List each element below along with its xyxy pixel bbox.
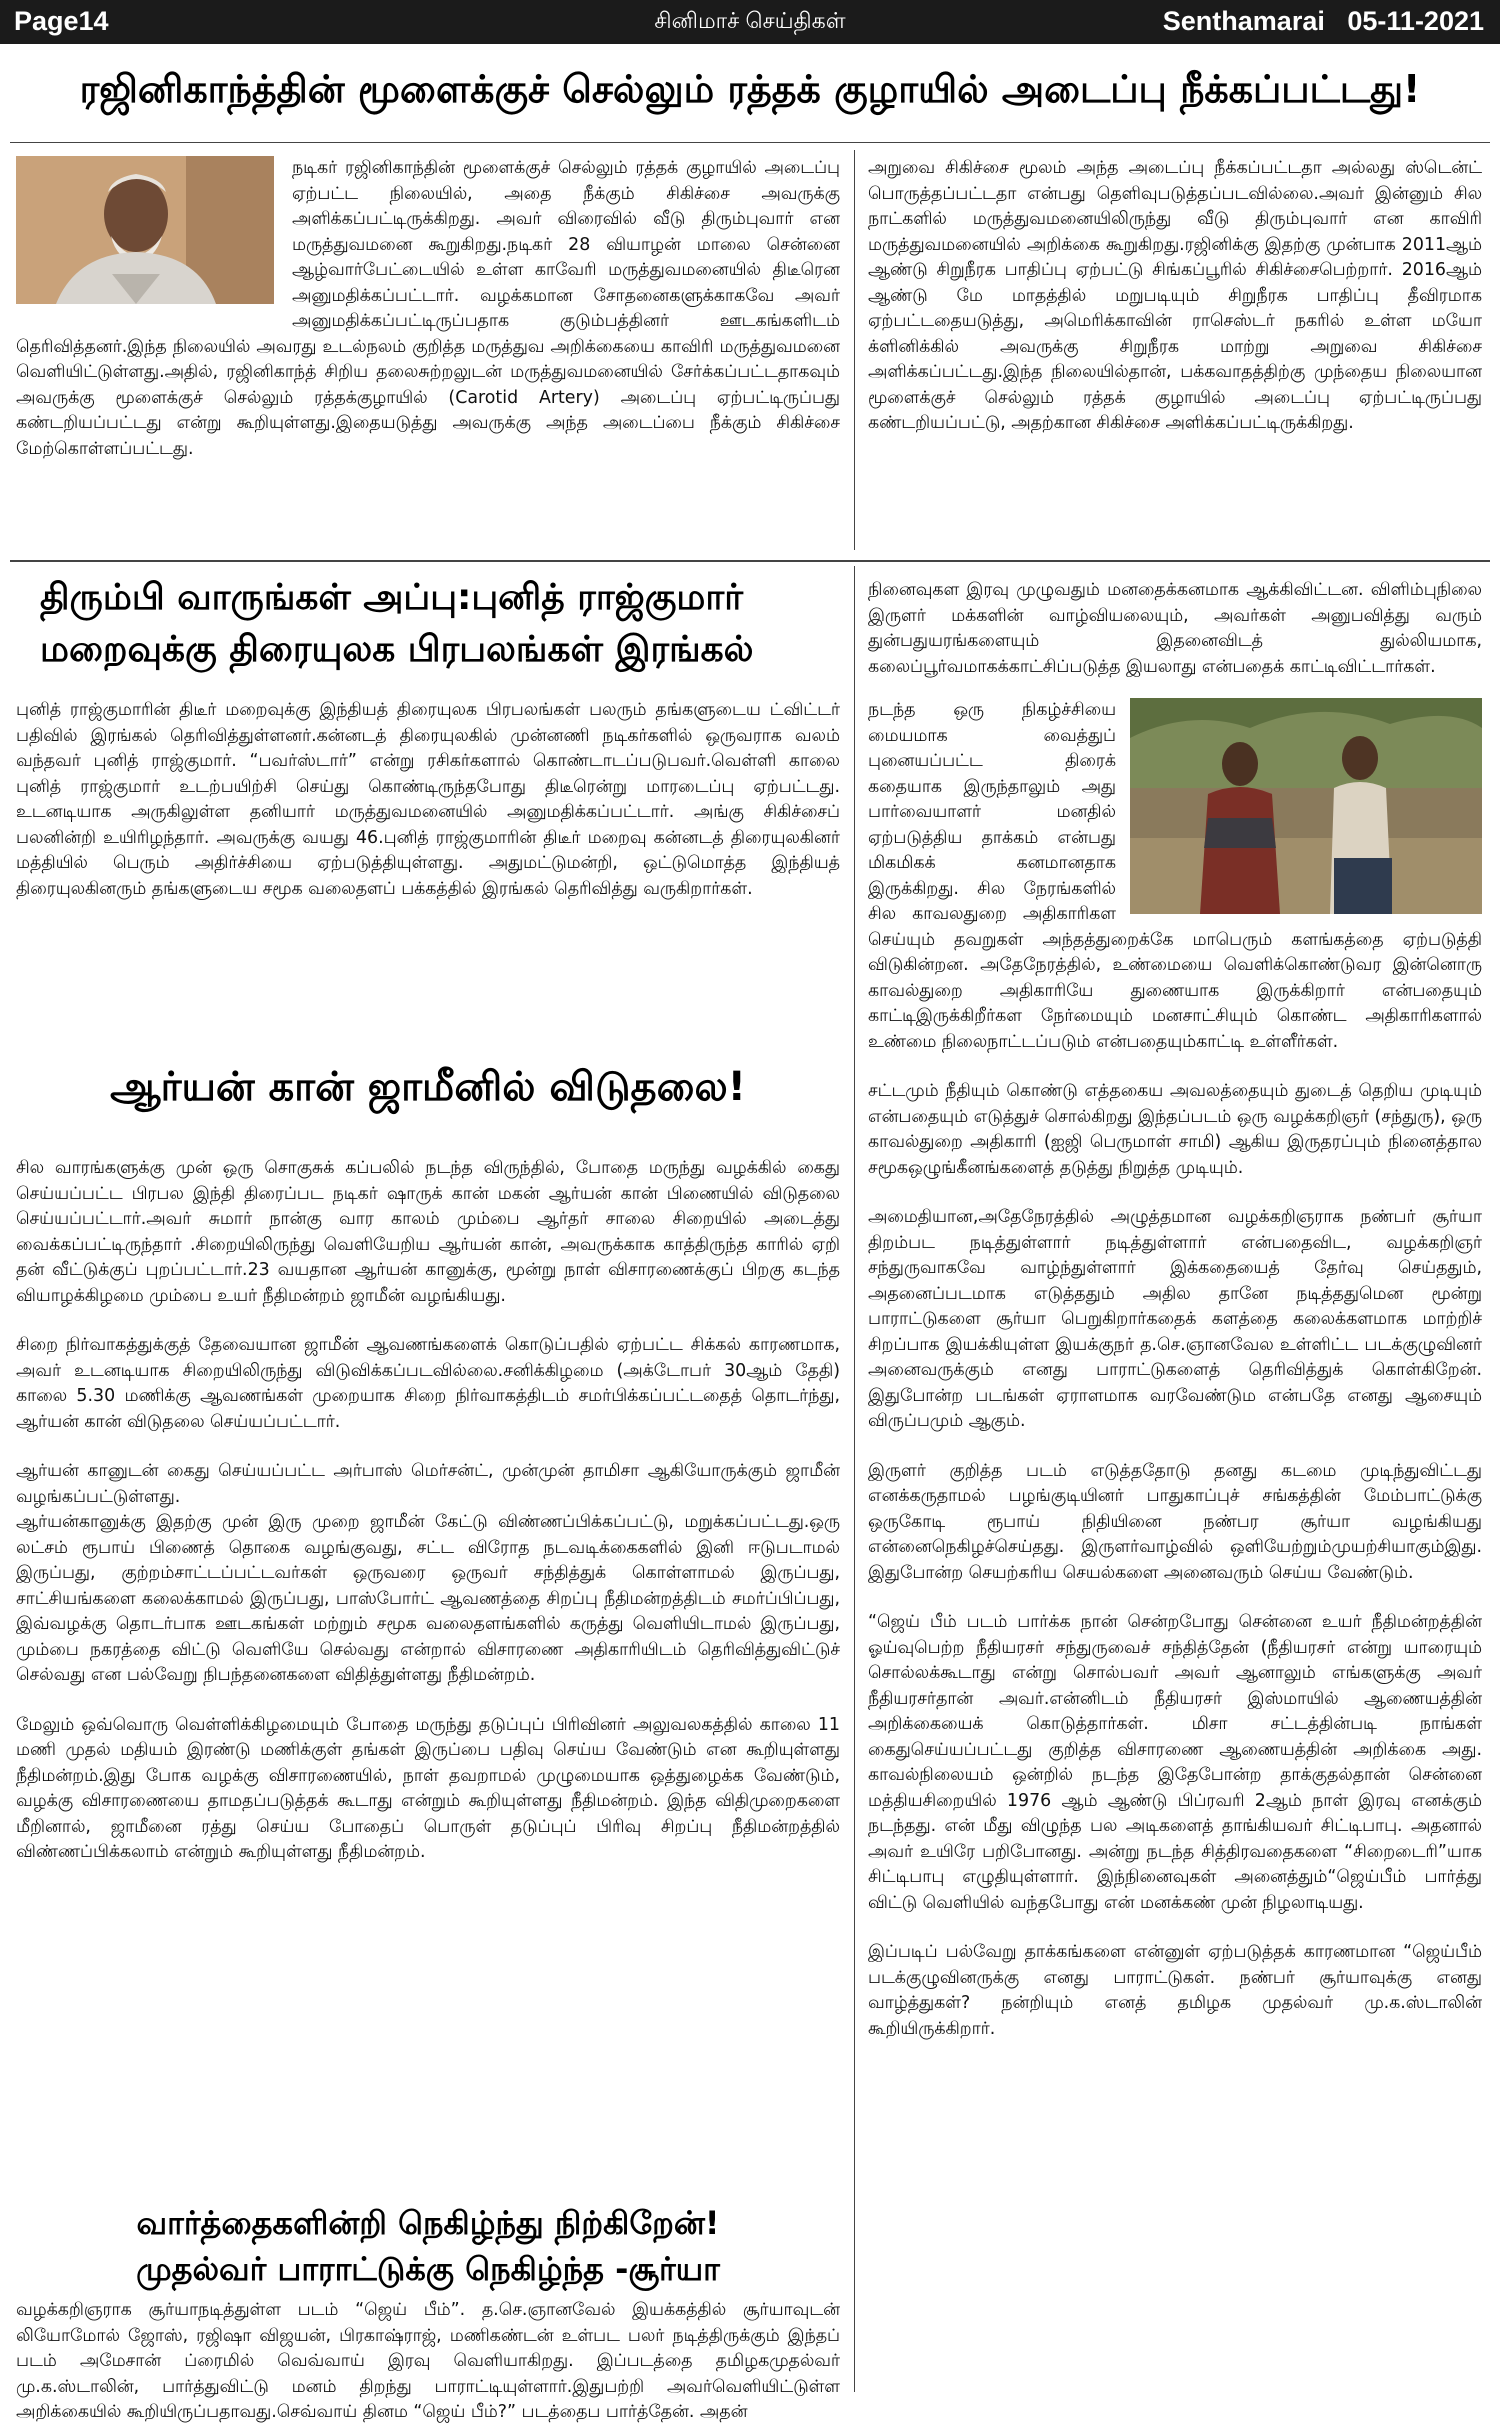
film-still-illustration bbox=[1130, 698, 1482, 914]
article3-headline: ஆர்யன் கான் ஜாமீனில் விடுதலை! bbox=[110, 1064, 746, 1110]
rajinikanth-photo bbox=[16, 156, 274, 304]
article4-right-column bbox=[868, 578, 1482, 2042]
article4-paragraph: சட்டமும் நீதியும் கொண்டு எத்தகைய அவலத்தையும் துடைத் தெறிய முடியும் என்பதையும் எடுத்துச் சொல்கிறது இந்தப்படம் ஒரு வழக்கறிஞர் (சந்துரு), ஒரு காவல்துறை அதிகாரி (ஐஜி பெருமாள் சாமி) ஆகிய இருதரப்பும் நினைத்தால சமூகஒழுங்கீனங்களைத் தடுத்து நிறுத்த முடியும். bbox=[868, 1081, 1482, 1178]
article1-paragraph: நடிகர் ரஜினிகாந்தின் மூளைக்குச் செல்லும் ரத்தக் குழாயில் அடைப்பு ஏற்பட்ட நிலையில், அதை நீக்கும் சிகிச்சை அவருக்கு அளிக்கப்பட்டிருக்கிறது. அவர் விரைவில் வீடு திரும்புவார் என மருத்துவமனை கூறுகிறது.நடிகர் 28 வியாழன் மாலை சென்னை ஆழ்வார்பேட்டையில் உள்ள காவேரி மருத்துவமனையில் திடீரென அனுமதிக்கப்பட்டார். வழக்கமான சோதனைகளுக்காகவே அவர் அனுமதிக்கப்பட்டிருப்பதாக குடும்பத்தினர் ஊடகங்களிடம் தெரிவித்தனர்.இந்த நிலையில் அவரது உடல்நலம் குறித்த மருத்துவ அறிக்கையை காவிரி மருத்துவமனை வெளியிட்டுள்ளது.அதில், ரஜினிகாந்த் சிறிய தலைசுற்றலுடன் மருத்துவமனையில் சேர்க்கப்பட்டதாகவும் அவருக்கு மூளைக்குச் செல்லும் ரத்தக்குழாயில் (Carotid Artery) அடைப்பு ஏற்பட்டிருப்பது கண்டறியப்பட்டது என்று கூறியுள்ளது.இதையடுத்து அவருக்கு அந்த அடைப்பை நீக்கும் சிகிச்சை மேற்கொள்ளப்பட்டது. bbox=[16, 158, 840, 459]
article2-headline bbox=[40, 572, 840, 676]
article2-paragraph: புனித் ராஜ்குமாரின் திடீர் மறைவுக்கு இந்தியத் திரையுலக பிரபலங்கள் பலரும் தங்களுடைய ட்விட்டர் பதிவில் இரங்கல் தெரிவித்துள்ளனர்.கன்னடத் திரையுலகில் முன்னணி நடிகர்களில் ஒருவராக வலம் வந்தவர் புனித் ராஜ்குமார். “பவர்ஸ்டார்” என்று ரசிகர்களால் கொண்டாடப்படுபவர்.வெள்ளி காலை புனித் ராஜ்குமார் உடற்பயிற்சி செய்து கொண்டிருந்தபோது திடீரென்று மாரடைப்பு ஏற்பட்டது. உடனடியாக அருகிலுள்ள தனியார் மருத்துவமனையில் அனுமதிக்கப்பட்டார். அங்கு சிகிச்சைப் பலனின்றி உயிரிழந்தார். அவருக்கு வயது 46.புனித் ராஜ்குமாரின் திடீர் மறைவு கன்னடத் திரையுலகினர் மத்தியில் பெரும் அதிர்ச்சியை ஏற்படுத்தியுள்ளது. அதுமட்டுமன்றி, ஒட்டுமொத்த இந்தியத் திரையுலகினரும் தங்களுடைய சமூக வலைதளப் பக்கத்தில் இரங்கல் தெரிவித்து வருகிறார்கள். bbox=[16, 700, 840, 899]
section-title: சினிமாச் செய்திகள் bbox=[654, 8, 846, 33]
publication-name: Senthamarai bbox=[1162, 6, 1325, 36]
article4-paragraph: “ஜெய் பீம் படம் பார்க்க நான் சென்றபோது சென்னை உயர் நீதிமன்றத்தின் ஓய்வுபெற்ற நீதியரசர் சந்துருவைச் சந்தித்தேன் (நீதியரசர் என்று யாரையும் சொல்லக்கூடாது என்று சொல்பவர் அவர் ஆனாலும் எங்களுக்கு அவர் நீதியரசர்தான் அவர்.என்னிடம் நீதியரசர் இஸ்மாயில் ஆணையத்தின் அறிக்கையைக் கொடுத்தார்கள். மிசா சட்டத்தின்படி நாங்கள் கைதுசெய்யப்பட்டது குறித்த விசாரணை ஆணையத்தின் அறிக்கை அது. காவல்நிலையம் ஒன்றில் நடந்த இதேபோன்ற தாக்குதல்தான் சென்னை மத்தியசிறையில் 1976 ஆம் ஆண்டு பிப்ரவரி 2ஆம் நாள் இரவு எனக்கும் நடந்தது. என் மீது விழுந்த பல அடிகளைத் தாங்கியவர் சிட்டிபாபு. அதனால் அவர் உயிரே பறிபோனது. அன்று நடந்த சித்திரவதைகளை “சிறைடைரி”யாக சிட்டிபாபு எழுதியுள்ளார். இந்நினைவுகள் அனைத்தும்“ஜெய்பீம் பார்த்து விட்டு வெளியில் வந்தபோது என் மனக்கண் முன் நிழலாடியது. bbox=[868, 1612, 1482, 1913]
article4-headline bbox=[16, 2200, 840, 2292]
article4-paragraph: இருளர் குறித்த படம் எடுத்ததோடு தனது கடமை முடிந்துவிட்டது எனக்கருதாமல் பழங்குடியினர் பாதுகாப்புச் சங்கத்தின் மேம்பாட்டுக்கு ஒருகோடி ரூபாய் நிதியினை நண்பர சூர்யா வழங்கியது என்னைநெகிழச்செய்தது. இருளர்வாழ்வில் ஒளியேற்றும்முயற்சியாகும்இது. இதுபோன்ற செயற்கரிய செயல்களை அனைவரும் செய்ய வேண்டும். bbox=[868, 1460, 1482, 1583]
article2-headline-line1: திரும்பி வாருங்கள் அப்பு:புனித் ராஜ்குமார் bbox=[40, 577, 744, 618]
article1-paragraph: அறுவை சிகிச்சை மூலம் அந்த அடைப்பு நீக்கப்பட்டதா அல்லது ஸ்டென்ட் பொருத்தப்பட்டதா என்பது தெளிவுபடுத்தப்படவில்லை.அவர் இன்னும் சில நாட்களில் மருத்துவமனையிலிருந்து வீடு திரும்புவார் என காவிரி மருத்துவமனையில் அறிக்கை கூறுகிறது.ரஜினிக்கு இதற்கு முன்பாக 2011ஆம் ஆண்டு சிறுநீரக பாதிப்பு ஏற்பட்டு சிங்கப்பூரில் சிகிச்சைபெற்றார். 2016ஆம் ஆண்டு மே மாதத்தில் மறுபடியும் சிறுநீரக பாதிப்பு தீவிரமாக ஏற்பட்டதையடுத்து, அமெரிக்காவின் ராசெஸ்டர் நகரில் உள்ள மயோ க்ளினிக்கில் அவருக்கு சிறுநீரக மாற்று அறுவை சிகிச்சை அளிக்கப்பட்டது.இந்த நிலையில்தான், பக்கவாதத்திற்கு முந்தைய நிலையான மூளைக்குச் செல்லும் ரத்தக் குழாயில் அடைப்பு ஏற்பட்டிருப்பது கண்டறியப்பட்டு, அதற்கான சிகிச்சை அளிக்கப்பட்டிருக்கிறது. bbox=[868, 158, 1482, 433]
article4-headline-line2: முதல்வர் பாராட்டுக்கு நெகிழ்ந்த -சூர்யா bbox=[136, 2250, 720, 2288]
issue-date: 05-11-2021 bbox=[1347, 6, 1484, 36]
article3-paragraph: சிறை நிர்வாகத்துக்குத் தேவையான ஜாமீன் ஆவணங்களைக் கொடுப்பதில் ஏற்பட்ட சிக்கல் காரணமாக, அவர் உடனடியாக சிறையிலிருந்து விடுவிக்கப்படவில்லை.சனிக்கிழமை (அக்டோபர் 30ஆம் தேதி) காலை 5.30 மணிக்கு ஆவணங்கள் முறையாக சிறை நிர்வாகத்திடம் சமர்பிக்கப்பட்டதைத் தொடர்ந்து, ஆர்யன் கான் விடுதலை செய்யப்பட்டார். bbox=[16, 1335, 840, 1432]
jai-bhim-still-photo bbox=[1130, 698, 1482, 914]
divider bbox=[10, 560, 1490, 562]
article2-headline-line2: மறைவுக்கு திரையுலக பிரபலங்கள் இரங்கல் bbox=[40, 629, 754, 670]
article1-right-column bbox=[868, 156, 1482, 437]
column-divider bbox=[854, 150, 855, 550]
article3-body bbox=[16, 1156, 840, 1866]
article4-paragraph: அமைதியான,அதேநேரத்தில் அழுத்தமான வழக்கறிஞராக நண்பர் சூர்யா திறம்பட நடித்துள்ளார் நடித்துள்ளார் என்பதைவிட, வழக்கறிஞர் சந்துருவாகவே வாழ்ந்துள்ளார் இக்கதையைத் தேர்வு செய்ததும், அதனைப்படமாக எடுத்ததும் அதில தானே நடித்ததுமென மூன்று பாராட்டுகளை சூர்யா பெறுகிறார்கதைக் களத்தை கலைக்களமாக மாற்றிச் சிறப்பாக இயக்கியுள்ள இயக்குநர் த.செ.ஞானவேல உள்ளிட்ட படக்குழுவினர் அனைவருக்கும் எனது பாராட்டுகளைத் தெரிவித்துக் கொள்கிறேன். இதுபோன்ற படங்கள் ஏராளமாக வரவேண்டும என்பதே எனது ஆசையும் விருப்பமும் ஆகும். bbox=[868, 1207, 1482, 1431]
publication-date bbox=[1163, 6, 1484, 37]
column-divider bbox=[854, 566, 855, 2392]
article1-left-column bbox=[16, 156, 840, 462]
article4-paragraph: வழக்கறிஞராக சூர்யாநடித்துள்ள படம் “ஜெய் பீம்”. த.செ.ஞானவேல் இயக்கத்தில் சூர்யாவுடன் லியோமோல் ஜோஸ், ரஜிஷா விஜயன், பிரகாஷ்ராஜ், மணிகண்டன் உள்பட பலர் நடித்திருக்கும் இந்தப் படம் அமேசான் ப்ரைமில் வெவ்வாய் இரவு வெளியாகிறது. இப்படத்தை தமிழகமுதல்வர் மு.க.ஸ்டாலின், பார்த்துவிட்டு மனம் திறந்து பாராட்டியுள்ளார்.இதுபற்றி அவர்வெளியிட்டுள்ள அறிக்கையில் கூறியிருப்பதாவது.செவ்வாய் தினம “ஜெய் பீம்?” படத்தைப பார்த்தேன். அதன் bbox=[16, 2300, 840, 2422]
article4-paragraph: நினைவுகள இரவு முழுவதும் மனதைக்கனமாக ஆக்கிவிட்டன. விளிம்புநிலை இருளர் மக்களின் வாழ்வியலையும், அவர்கள் அனுபவித்து வரும் துன்பதுயரங்களையும் இதனைவிடத் துல்லியமாக, கலைப்பூர்வமாகக்காட்சிப்படுத்த இயலாது என்பதைக் காட்டிவிட்டார்கள். bbox=[868, 580, 1482, 677]
article3-paragraph: சில வாரங்களுக்கு முன் ஒரு சொகுசுக் கப்பலில் நடந்த விருந்தில், போதை மருந்து வழக்கில் கைது செய்யப்பட்ட பிரபல இந்தி திரைப்பட நடிகர் ஷாருக் கான் மகன் ஆர்யன் கான் பிணையில் விடுதலை செய்யப்பட்டார்.அவர் சுமார் நான்கு வார காலம் மும்பை ஆர்தர் சாலை சிறையில் அடைத்து வைக்கப்பட்டிருந்தார் .சிறையிலிருந்து வெளியேறிய ஆர்யன் கான், அவருக்காக காத்திருந்த காரில் ஏறி தன் வீட்டுக்குப் புறப்பட்டார்.23 வயதான ஆர்யன் கானுக்கு, மூன்று நாள் விசாரணைக்குப் பிறகு கடந்த வியாழக்கிழமை மும்பை உயர் நீதிமன்றம் ஜாமீன் வழங்கியது. bbox=[16, 1158, 840, 1306]
article4-headline-line1: வார்த்தைகளின்றி நெகிழ்ந்து நிற்கிறேன்! bbox=[136, 2204, 720, 2242]
article4-paragraph: இப்படிப் பல்வேறு தாக்கங்களை என்னுள் ஏற்படுத்தக் காரணமான “ஜெய்பீம் படக்குழுவினருக்கு எனது பாராட்டுகள். நண்பர் சூர்யாவுக்கு எனது வாழ்த்துகள்? நன்றியும் எனத் தமிழக முதல்வர் மு.க.ஸ்டாலின் கூறியிருக்கிறார். bbox=[868, 1942, 1482, 2039]
article4-paragraph: நடந்த ஒரு நிகழ்ச்சியை மையமாக வைத்துப் புனையப்பட்ட திரைக் கதையாக இருந்தாலும் அது பார்வையாளர் மனதில் ஏற்படுத்திய தாக்கம் என்பது மிகமிகக் கனமானதாக இருக்கிறது. சில நேரங்களில் சில காவலதுறை அதிகாரிகள செய்யும் தவறுகள் அந்தத்துறைக்கே மாபெரும் களங்கத்தை ஏற்படுத்தி விடுகின்றன. அதேநேரத்தில், உண்மையை வெளிக்கொண்டுவர இன்னொரு காவல்துறை அதிகாரியே துணையாக இருக்கிறார் என்பதையும் காட்டிஇருக்கிறீர்கள நேர்மையும் மனசாட்சியும் கொண்ட அதிகாரிகளால் உண்மை நிலைநாட்டப்படும் என்பதையும்காட்டி உள்ளீர்கள். bbox=[868, 700, 1482, 1052]
article2-body bbox=[16, 698, 840, 902]
article3-paragraph: மேலும் ஒவ்வொரு வெள்ளிக்கிழமையும் போதை மருந்து தடுப்புப் பிரிவினர் அலுவலகத்தில் காலை 11 மணி முதல் மதியம் இரண்டு மணிக்குள் தங்கள் இருப்பை பதிவு செய்ய வேண்டும் என கூறியுள்ளது நீதிமன்றம்.இது போக வழக்கு விசாரணையில், நாள் தவறாமல் முழுமையாக ஒத்துழைக்க வேண்டும், வழக்கு விசாரணையை தாமதப்படுத்தக் கூடாது என்றும் கூறியுள்ளது நீதிமன்றம். இந்த விதிமுறைகளை மீறினால், ஜாமீனை ரத்து செய்ய போதைப் பொருள் தடுப்புப் பிரிவு சிறப்பு நீதிமன்றத்தில் விண்ணப்பிக்கலாம் என்றும் கூறியுள்ளது நீதிமன்றம். bbox=[16, 1714, 840, 1862]
article1-headline: ரஜினிகாந்த்தின் மூளைக்குச் செல்லும் ரத்தக் குழாயில் அடைப்பு நீக்கப்பட்டது! bbox=[79, 67, 1421, 111]
article3-paragraph: ஆர்யன் கானுடன் கைது செய்யப்பட்ட அர்பாஸ் மெர்சன்ட், முன்முன் தாமிசா ஆகியோருக்கும் ஜாமீன் வழங்கப்பட்டுள்ளது. bbox=[16, 1461, 840, 1507]
divider bbox=[10, 142, 1490, 143]
page-header bbox=[0, 0, 1500, 44]
article4-left-body bbox=[16, 2298, 840, 2426]
article3-paragraph: ஆர்யன்கானுக்கு இதற்கு முன் இரு முறை ஜாமீன் கேட்டு விண்ணப்பிக்கப்பட்டு, மறுக்கப்பட்டது.ஒரு லட்சம் ரூபாய் பிணைத் தொகை வழங்குவது, சட்ட விரோத நடவடிக்கைகளில் இனி ஈடுபடாமல் இருப்பது, குற்றம்சாட்டப்பட்டவர்கள் ஒருவரை ஒருவர் சந்தித்துக் கொள்ளாமல் இருப்பது, சாட்சியங்களை கலைக்காமல் இருப்பது, பாஸ்போர்ட் ஆவணத்தை சிறப்பு நீதிமன்றத்திடம் சமர்ப்பிப்பது, இவ்வழக்கு தொடர்பாக ஊடகங்கள் மற்றும் சமூக வலைதளங்களில் கருத்து வெளியிடாமல் இருப்பது, மும்பை நகரத்தை விட்டு வெளியே செல்வது என்றால் விசாரணை அதிகாரியிடம் தெரிவித்துவிட்டுச் செல்வது என பல்வேறு நிபந்தனைகளை விதித்துள்ளது நீதிமன்றம். bbox=[16, 1512, 840, 1685]
portrait-illustration bbox=[16, 156, 274, 304]
page-number: Page14 bbox=[14, 6, 109, 36]
